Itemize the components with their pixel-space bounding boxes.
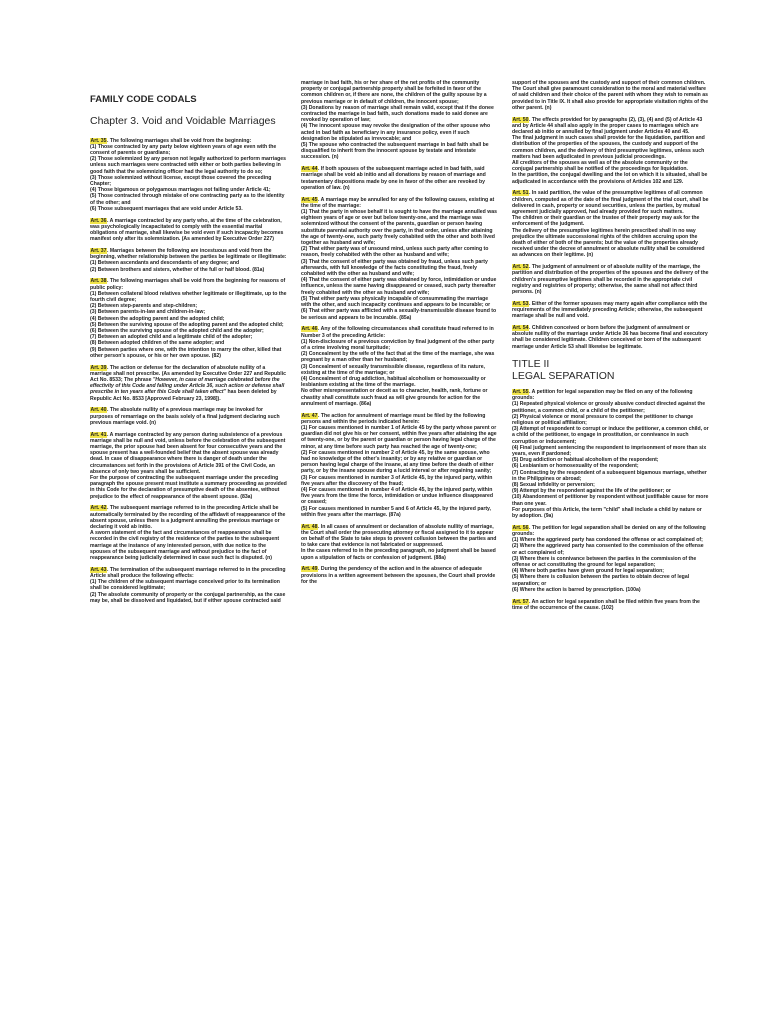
article-text: . A petition for legal separation may be filed on any of the following grounds: (1) Repeated physical violence or grossly abusive conduct directed against the petitioner, a common child, or a child of the petitioner; (2) Physical violence or moral pressure to compel the petitioner to change religious or political affiliation; (3) Attempt of respondent to corrupt or induce the petitioner, a common child, or a child of the petitioner, to engage in prostitution, or connivance in such corruption or inducement; (4) Final judgment sentencing the respondent to imprisonment of more than six years, even if pardoned; (5) Drug addiction or habitual alcoholism of the respondent; (6) Lesbianism or homosexuality of the respondent; (7) Contracting by the respondent of a subsequent bigamous marriage, whether in the Philippines or abroad; (8) Sexual infidelity or perversion; (9) Attempt by the respondent against the life of the petitioner; or (10) Abandonment of petitioner by respondent without justifiable cause for more than one year. For purposes of this Article, the term "child" shall include a child by nature or by adoption. (9a) bbox=[512, 388, 709, 519]
article-tag: Art. 55 bbox=[512, 388, 529, 395]
article-tag: Art. 41 bbox=[90, 431, 107, 438]
article-57 bbox=[512, 599, 709, 611]
column-2 bbox=[301, 80, 498, 591]
article-40 bbox=[90, 407, 287, 426]
article-text: . In said partition, the value of the presumptive legitimes of all common children, computed as of the date of the final judgment of the trial court, shall be delivered in cash, property or sound securities, unless the parties, by mutual agreement judicially approved, had already provided for such matters. The children or their guardian or the trustee of their property may ask for the enforcement of the judgment. The delivery of the presumptive legitimes herein prescribed shall in no way prejudice the ultimate successional rights of the children accruing upon the death of either of both of the parents; but the value of the properties already received under the decree of annulment or absolute nullity shall be considered as advances on their legitime. (n) bbox=[512, 190, 709, 259]
article-text: . The judgment of annulment or of absolute nullity of the marriage, the partition and distribution of the properties of the spouses and the delivery of the children's presumptive legitimes shall be recorded in the appropriate civil registry and registries of property; otherwise, the same shall not affect third persons. (n) bbox=[512, 264, 709, 296]
article-text: . Children conceived or born before the judgment of annulment or absolute nullity of the marriage under Article 36 has become final and executory shall be considered legitimate. Children conceived or born of the subsequent marriage under Article 53 shall likewise be legitimate. bbox=[512, 325, 708, 350]
article-54 bbox=[512, 325, 709, 350]
article-49-continued bbox=[512, 80, 709, 111]
article-47 bbox=[301, 413, 498, 518]
article-tag: Art. 35 bbox=[90, 137, 107, 144]
article-text: . The termination of the subsequent marriage referred to in the preceding Article shall produce the following effects: (1) The children of the subsequent marriage conceived prior to its termination shall be considered legitimate; (2) The absolute community of property or the conjugal partnership, as the case may be, shall be dissolved and liquidated, but if either spouse contracted said bbox=[90, 566, 286, 604]
article-tag: Art. 39 bbox=[90, 364, 107, 371]
article-tag: Art. 46 bbox=[301, 326, 318, 333]
article-tag: Art. 43 bbox=[90, 566, 107, 573]
column-1 bbox=[90, 80, 287, 610]
article-text: . The subsequent marriage referred to in the preceding Article shall be automatically terminated by the recording of the affidavit of reappearance of the absent spouse, unless there is a judgment annulling the previous marriage or declaring it void ab initio. A sworn statement of the fact and circumstances of reappearance shall be recorded in the civil registry of the residence of the parties to the subsequent marriage at the instance of any interested person, with due notice to the spouses of the subsequent marriage and without prejudice to the fact of reappearance being judicially determined in case such fact is disputed. (n) bbox=[90, 505, 286, 562]
article-text: . The action or defense for the declaration of absolute nullity of a marriage shall not prescribe. (As amended by Executive Order 227 and Republic Act No. 8533; The phrase bbox=[90, 364, 286, 383]
article-text: . In all cases of annulment or declaration of absolute nullity of marriage, the Court shall order the prosecuting attorney or fiscal assigned to it to appear on behalf of the State to take steps to prevent collusion between the parties and to take care that evidence is not fabricated or suppressed. In the cases referred to in the preceding paragraph, no judgment shall be based upon a stipulation of facts or confession of judgment. (88a) bbox=[301, 523, 497, 561]
article-55 bbox=[512, 389, 709, 519]
article-50 bbox=[512, 117, 709, 185]
article-39 bbox=[90, 365, 287, 402]
document-title: FAMILY CODE CODALS bbox=[90, 94, 197, 105]
article-text: . If both spouses of the subsequent marriage acted in bad faith, said marriage shall be void ab initio and all donations by reason of marriage and testamentary dispositions made by one in favor of the other are revoked by operation of law. (n) bbox=[301, 166, 486, 191]
article-text: . The following marriages shall be void from the beginning for reasons of public policy: (1) Between collateral blood relatives whether legitimate or illegitimate, up to the fourth civil degree; (2) Between step-parents and step-children; (3) Between parents-in-law and children-in-law; (4) Between the adopting parent and the adopted child; (5) Between the surviving spouse of the adopting parent and the adopted child; (6) Between the surviving spouse of the adopted child and the adopter; (7) Between an adopted child and a legitimate child of the adopter; (8) Between adopted children of the same adopter; and (9) Between parties where one, with the intention to marry the other, killed that other person's spouse, or his or her own spouse. (82) bbox=[90, 278, 287, 359]
article-text-continued: has been deleted by Republic Act No. 8533 [Approved February 23, 1998]). bbox=[90, 389, 277, 402]
article-tag: Art. 48 bbox=[301, 523, 318, 530]
article-53 bbox=[512, 301, 709, 320]
article-tag: Art. 52 bbox=[512, 264, 529, 271]
article-text-continued: support of the spouses and the custody and support of their common children. The Court shall give paramount consideration to the moral and material welfare of said children and their choice of the parent with whom they wish to remain as provided to in Title IX. It shall also provide for appropriate visitation rights of the other parent. (n) bbox=[512, 80, 709, 111]
article-quote: "However, in case of marriage celebrated before the effectivity of this Code and falling under Article 36, such action or defense shall prescribe in ten years after this Code shall taken effect" bbox=[90, 376, 285, 396]
column-3 bbox=[512, 80, 709, 617]
article-41 bbox=[90, 432, 287, 500]
article-text: . During the pendency of the action and in the absence of adequate provisions in a written agreement between the spouses, the Court shall provide for the bbox=[301, 566, 496, 585]
article-text: . The effects provided for by paragraphs (2), (3), (4) and (5) of Article 43 and by Article 44 shall also apply in the proper cases to marriages which are declared ab initio or annulled by final judgment under Articles 40 and 45. The final judgment in such cases shall provide for the liquidation, partition and distribution of the properties of the spouses, the custody and support of the common children, and the delivery of third presumptive legitimes, unless such matters had been adjudicated in previous judicial proceedings. All creditors of the spouses as well as of the absolute community or the conjugal partnership shall be notified of the proceedings for liquidation. In the partition, the conjugal dwelling and the lot on which it is situated, shall be adjudicated in accordance with the provisions of Articles 102 and 129. bbox=[512, 116, 708, 185]
article-45 bbox=[301, 197, 498, 321]
article-tag: Art. 53 bbox=[512, 300, 529, 307]
title-ii-heading: TITLE II LEGAL SEPARATION bbox=[512, 357, 615, 383]
article-text: . Any of the following circumstances shall constitute fraud referred to in Number 3 of the preceding Article: (1) Non-disclosure of a previous conviction by final judgment of the other party of a crime involving moral turpitude; (2) Concealment by the wife of the fact that at the time of the marriage, she was pregnant by a man other than her husband; (3) Concealment of sexually transmissible disease, regardless of its nature, existing at the time of the marriage; or (4) Concealment of drug addiction, habitual alcoholism or homosexuality or lesbianism existing at the time of the marriage. No other misrepresentation or deceit as to character, health, rank, fortune or chastity shall constitute such fraud as will give grounds for action for the annulment of marriage. (86a) bbox=[301, 326, 495, 407]
article-tag: Art. 37 bbox=[90, 247, 107, 254]
article-text: . A marriage contracted by any person during subsistence of a previous marriage shall be null and void, unless before the celebration of the subsequent marriage, the prior spouse had been absent for four consecutive years and the spouse present has a well-founded belief that the absent spouse was already dead. In case of disappearance where there is danger of death under the circumstances set forth in the provisions of Article 391 of the Civil Code, an absence of only two years shall be sufficient. For the purpose of contracting the subsequent marriage under the preceding paragraph the spouse present must institute a summary proceeding as provided in this Code for the declaration of presumptive death of the absentee, without prejudice to the effect of reappearance of the absent spouse. (83a) bbox=[90, 431, 287, 500]
article-43-continued bbox=[301, 80, 498, 161]
article-text: . A marriage contracted by any party who, at the time of the celebration, was psychologically incapacitated to comply with the essential marital obligations of marriage, shall likewise be void even if such incapacity becomes manifest only after its solemnization. (As amended by Executive Order 227) bbox=[90, 217, 284, 243]
article-56 bbox=[512, 525, 709, 593]
article-tag: Art. 42 bbox=[90, 505, 107, 512]
article-46 bbox=[301, 326, 498, 407]
article-37 bbox=[90, 248, 287, 273]
article-48 bbox=[301, 524, 498, 561]
article-tag: Art. 56 bbox=[512, 524, 529, 531]
article-tag: Art. 47 bbox=[301, 412, 318, 419]
article-tag: Art. 38 bbox=[90, 278, 107, 285]
chapter-title: Chapter 3. Void and Voidable Marriages bbox=[90, 115, 276, 127]
article-tag: Art. 36 bbox=[90, 217, 107, 224]
article-text: . The petition for legal separation shall be denied on any of the following grounds: (1) Where the aggrieved party has condoned the offense or act complained of; (2) Where the aggrieved party has consented to the commission of the offense or act complained of; (3) Where there is connivance between the parties in the commission of the offense or act constituting the ground for legal separation; (4) Where both parties have given ground for legal separation; (5) Where there is collusion between the parties to obtain decree of legal separation; or (6) Where the action is barred by prescription. (100a) bbox=[512, 524, 706, 593]
article-text: . The action for annulment of marriage must be filed by the following persons and within the periods indicated herein: (1) For causes mentioned in number 1 of Article 45 by the party whose parent or guardian did not give his or her consent, within five years after attaining the age of twenty-one, or by the parent or guardian or person having legal charge of the minor, at any time before such party has reached the age of twenty-one; (2) For causes mentioned in number 2 of Article 45, by the same spouse, who had no knowledge of the other's insanity; or by any relative or guardian or person having legal charge of the insane, at any time before the death of either party, or by the insane spouse during a lucid interval or after regaining sanity; (3) For causes mentioned in number 3 of Article 45, by the injured party, within five years after the discovery of the fraud; (4) For causes mentioned in number 4 of Article 45, by the injured party, within five years from the time the force, intimidation or undue influence disappeared or ceased; (5) For causes mentioned in number 5 and 6 of Article 45, by the injured party, within five years after the marriage. (87a) bbox=[301, 412, 497, 518]
article-42 bbox=[90, 505, 287, 561]
article-tag: Art. 54 bbox=[512, 325, 529, 332]
article-tag: Art. 45 bbox=[301, 196, 318, 203]
article-text: . The following marriages shall be void from the beginning: (1) Those contracted by any party below eighteen years of age even with the consent of parents or guardians; (2) Those solemnized by any person not legally authorized to perform marriages unless such marriages were contracted with either or both parties believing in good faith that the solemnizing officer had the legal authority to do so; (3) Those solemnized without license, except those covered the preceding Chapter; (4) Those bigamous or polygamous marriages not failing under Article 41; (5) Those contracted through mistake of one contracting party as to the identity of the other; and (6) Those subsequent marriages that are void under Article 53. bbox=[90, 137, 286, 212]
article-38 bbox=[90, 278, 287, 359]
article-tag: Art. 49 bbox=[301, 566, 318, 573]
article-text: . A marriage may be annulled for any of the following causes, existing at the time of the marriage: (1) That the party in whose behalf it is sought to have the marriage annulled was eighteen years of age or over but below twenty-one, and the marriage was solemnized without the consent of the parents, guardian or person having substitute parental authority over the party, in that order, unless after attaining the age of twenty-one, such party freely cohabited with the other and both lived together as husband and wife; (2) That either party was of unsound mind, unless such party after coming to reason, freely cohabited with the other as husband and wife; (3) That the consent of either party was obtained by fraud, unless such party afterwards, with full knowledge of the facts constituting the fraud, freely cohabited with the other as husband and wife; (4) That the consent of either party was obtained by force, intimidation or undue influence, unless the same having disappeared or ceased, such party thereafter freely cohabited with the other as husband and wife; (5) That either party was physically incapable of consummating the marriage with the other, and such incapacity continues and appears to be incurable; or (6) That either party was afflicted with a sexually-transmissible disease found to be serious and appears to be incurable. (85a) bbox=[301, 196, 497, 321]
article-44 bbox=[301, 166, 498, 191]
article-text: . The absolute nullity of a previous marriage may be invoked for purposes of remarriage on the basis solely of a final judgment declaring such previous marriage void. (n) bbox=[90, 407, 280, 426]
article-35 bbox=[90, 138, 287, 212]
article-43 bbox=[90, 567, 287, 604]
article-text: . Either of the former spouses may marry again after compliance with the requirements of the immediately preceding Article; otherwise, the subsequent marriage shall be null and void. bbox=[512, 300, 708, 320]
article-49 bbox=[301, 566, 498, 585]
article-tag: Art. 51 bbox=[512, 190, 529, 197]
article-text: . Marriages between the following are incestuous and void from the beginning, whether relationship between the parties be legitimate or illegitimate: (1) Between ascendants and descendants of any degree; and (2) Between brothers and sisters, whether of the full or half blood. (81a) bbox=[90, 247, 287, 273]
article-tag: Art. 40 bbox=[90, 407, 107, 414]
article-tag: Art. 44 bbox=[301, 166, 318, 173]
article-text-continued: marriage in bad faith, his or her share of the net profits of the community property or conjugal partnership property shall be forfeited in favor of the common children or, if there are none, the children of the guilty spouse by a previous marriage or in default of children, the innocent spouse; (3) Donations by reason of marriage shall remain valid, except that if the donee contracted the marriage in bad faith, such donations made to said donee are revoked by operation of law; (4) The innocent spouse may revoke the designation of the other spouse who acted in bad faith as beneficiary in any insurance policy, even if such designation be stipulated as irrevocable; and (5) The spouse who contracted the subsequent marriage in bad faith shall be disqualified to inherit from the innocent spouse by testate and intestate succession. (n) bbox=[301, 80, 494, 161]
article-text: . An action for legal separation shall be filed within five years from the time of the occurrence of the cause. (102) bbox=[512, 598, 700, 611]
article-51 bbox=[512, 190, 709, 258]
article-52 bbox=[512, 264, 709, 295]
article-36 bbox=[90, 218, 287, 243]
article-tag: Art. 57 bbox=[512, 598, 529, 605]
article-tag: Art. 50 bbox=[512, 116, 529, 123]
